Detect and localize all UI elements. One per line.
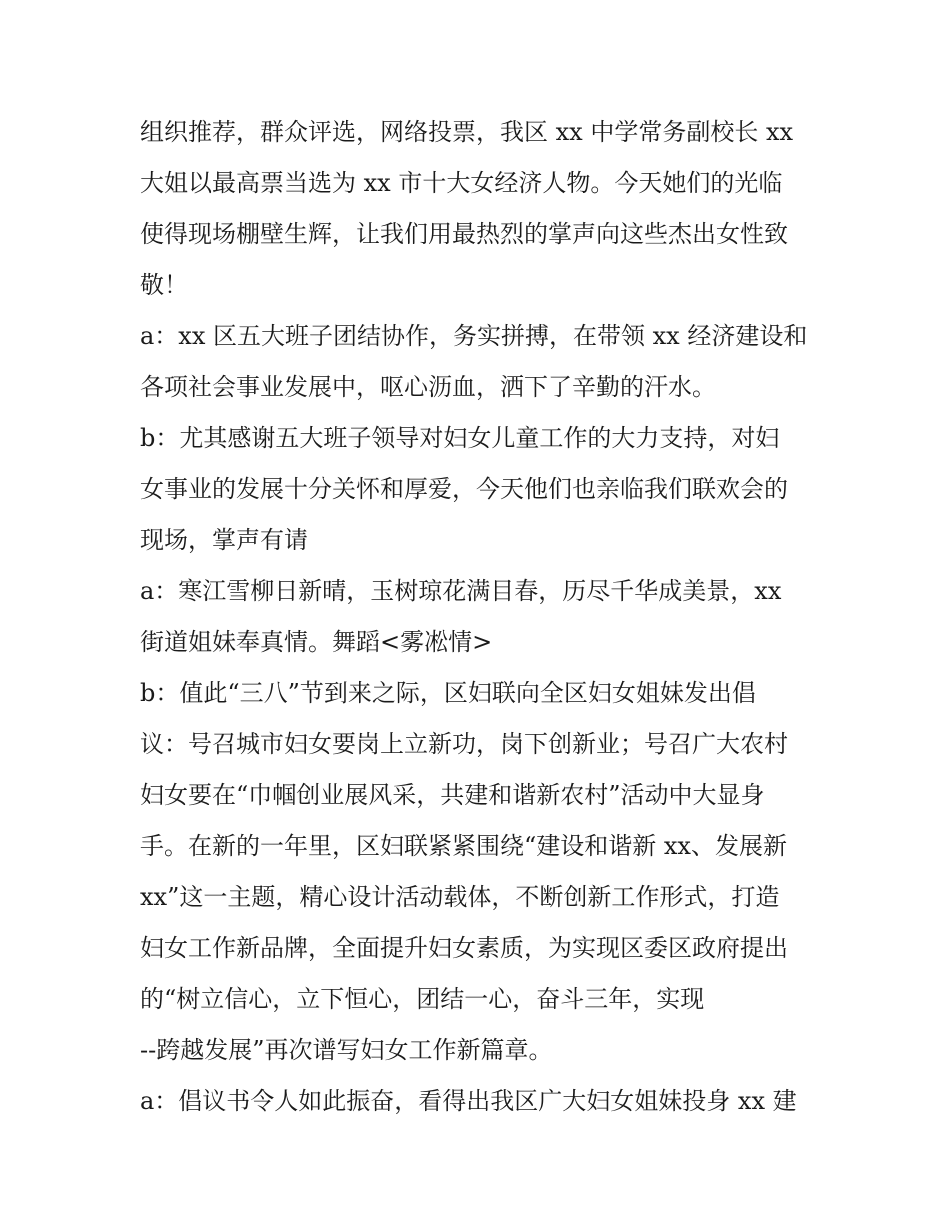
text-line: 议：号召城市妇女要岗上立新功，岗下创新业；号召广大农村 — [140, 730, 788, 758]
text-line: 妇女要在“巾帼创业展风采，共建和谐新农村”活动中大显身 — [140, 781, 765, 809]
text-line: 大姐以最高票当选为 xx 市十大女经济人物。今天她们的光临 — [140, 169, 783, 197]
text-line: 手。在新的一年里，区妇联紧紧围绕“建设和谐新 xx、发展新 — [140, 832, 787, 860]
text-line: 现场，掌声有请 — [140, 526, 308, 554]
text-line: xx”这一主题，精心设计活动载体，不断创新工作形式，打造 — [140, 883, 780, 911]
text-line: a：倡议书令人如此振奋，看得出我区广大妇女姐妹投身 xx 建 — [140, 1087, 797, 1115]
text-line: b：尤其感谢五大班子领导对妇女儿童工作的大力支持，对妇 — [140, 424, 780, 452]
text-line: 敬！ — [140, 271, 188, 299]
text-line: 各项社会事业发展中，呕心沥血，洒下了辛勤的汗水。 — [140, 373, 716, 401]
document-body — [140, 107, 820, 1127]
text-line: 妇女工作新品牌，全面提升妇女素质，为实现区委区政府提出 — [140, 934, 788, 962]
text-line: a：寒江雪柳日新晴，玉树琼花满目春，历尽千华成美景，xx — [140, 577, 782, 605]
text-line: 的“树立信心，立下恒心，团结一心，奋斗三年，实现 — [140, 985, 705, 1013]
text-line: b：值此“三八”节到来之际，区妇联向全区妇女姐妹发出倡 — [140, 679, 756, 707]
text-line: --跨越发展”再次谱写妇女工作新篇章。 — [140, 1036, 553, 1064]
text-line: a：xx 区五大班子团结协作，务实拼搏，在带领 xx 经济建设和 — [140, 322, 808, 350]
text-line: 组织推荐，群众评选，网络投票，我区 xx 中学常务副校长 xx — [140, 118, 794, 146]
text-line: 女事业的发展十分关怀和厚爱，今天他们也亲临我们联欢会的 — [140, 475, 788, 503]
text-line: 使得现场棚壁生辉，让我们用最热烈的掌声向这些杰出女性致 — [140, 220, 788, 248]
text-line: 街道姐妹奉真情。舞蹈<雾凇情> — [140, 628, 493, 656]
